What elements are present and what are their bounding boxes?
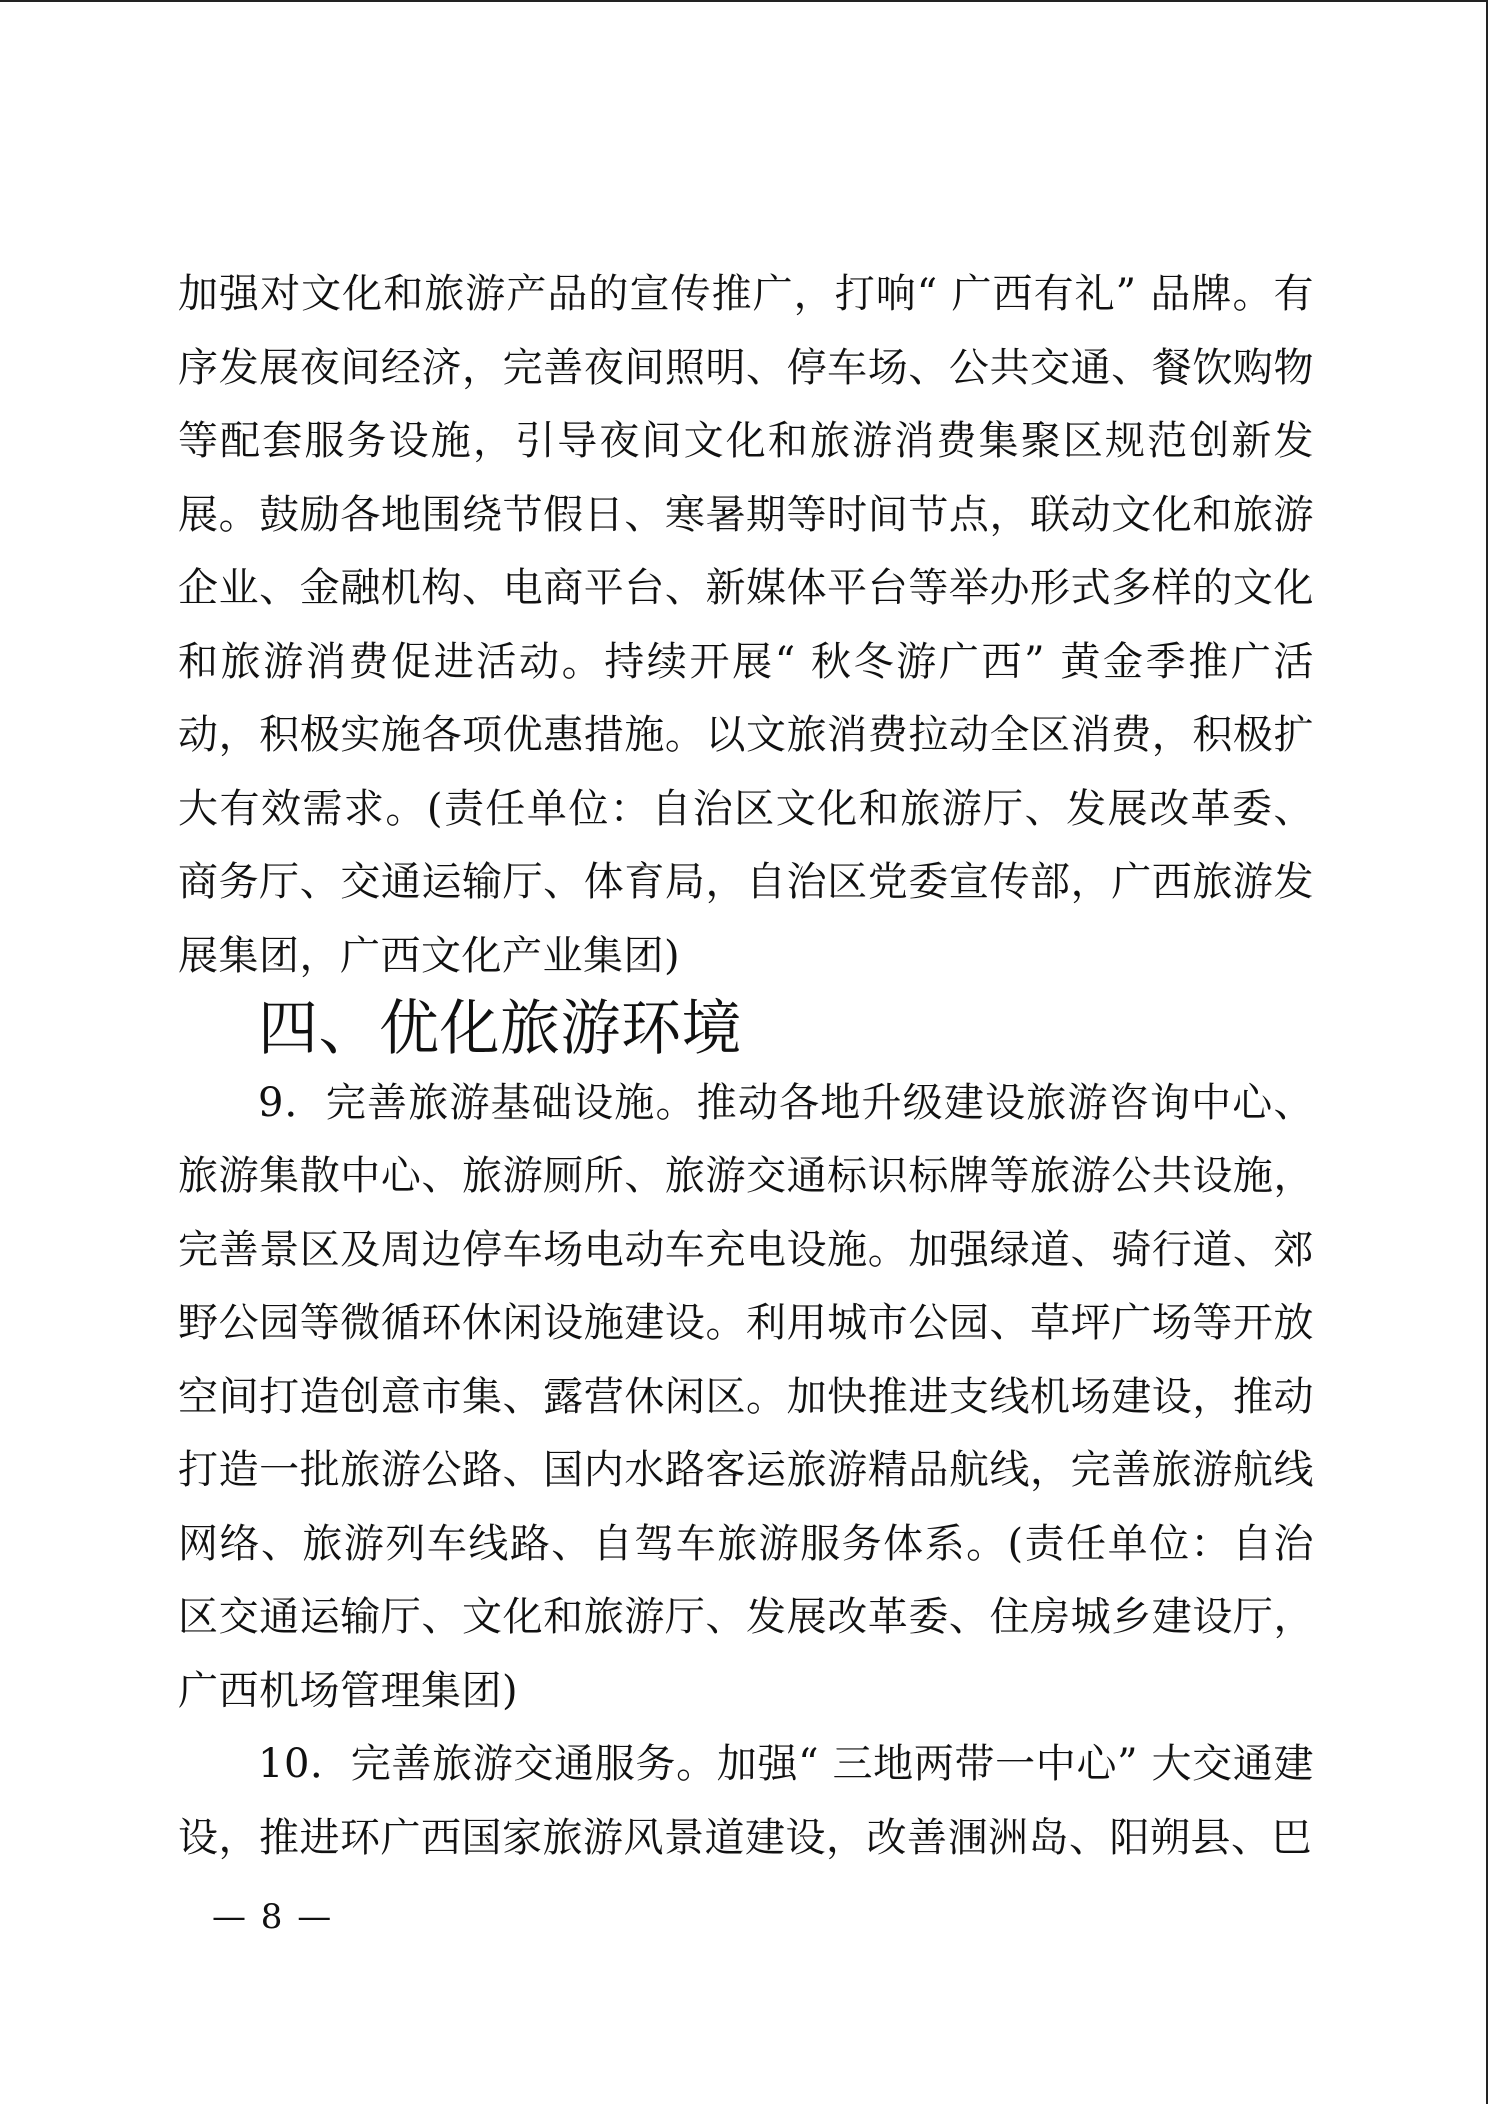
page-number: — 8 — xyxy=(212,1897,334,1937)
document-body xyxy=(178,258,1314,1875)
section-heading-optimize-tourism-environment: 四、优化旅游环境 xyxy=(258,994,742,1064)
paragraph-item-10-transport: 10．完善旅游交通服务。加强“ 三地两带一中心” 大交通建设，推进环广西国家旅游风景道建设，改善涠洲岛、阳朔县、巴 xyxy=(178,1741,1314,1861)
paragraph-item-9-infrastructure: 9．完善旅游基础设施。推动各地升级建设旅游咨询中心、旅游集散中心、旅游厕所、旅游交通标识标牌等旅游公共设施，完善景区及周边停车场电动车充电设施。加强绿道、骑行道、郊野公园等微循环休闲设施建设。利用城市公园、草坪广场等开放空间打造创意市集、露营休闲区。加快推进支线机场建设，推动打造一批旅游公路、国内水路客运旅游精品航线，完善旅游航线网络、旅游列车线路、自驾车旅游服务体系。(责任单位：自治区交通运输厅、文化和旅游厅、发展改革委、住房城乡建设厅，广西机场管理集团) xyxy=(178,1079,1314,1714)
top-border-line xyxy=(0,0,1488,2)
paragraph-promotion-continued: 加强对文化和旅游产品的宣传推广，打响“ 广西有礼” 品牌。有序发展夜间经济，完善夜间照明、停车场、公共交通、餐饮购物等配套服务设施，引导夜间文化和旅游消费集聚区规范创新发展。鼓励各地围绕节假日、寒暑期等时间节点，联动文化和旅游企业、金融机构、电商平台、新媒体平台等举办形式多样的文化和旅游消费促进活动。持续开展“ 秋冬游广西” 黄金季推广活动，积极实施各项优惠措施。以文旅消费拉动全区消费，积极扩大有效需求。(责任单位：自治区文化和旅游厅、发展改革委、商务厅、交通运输厅、体育局，自治区党委宣传部，广西旅游发展集团，广西文化产业集团) xyxy=(178,271,1314,979)
